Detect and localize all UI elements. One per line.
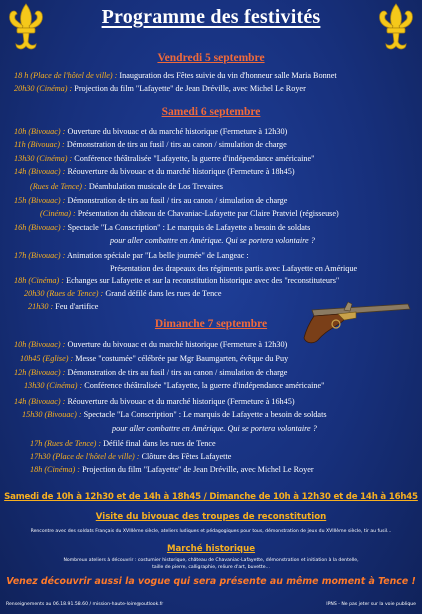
- event-time: (Cinéma) :: [40, 209, 76, 218]
- event-row: [14, 167, 412, 177]
- fleur-de-lis-icon: [376, 2, 416, 54]
- event-description: Clôture des Fêtes Lafayette: [139, 452, 232, 461]
- header: [0, 0, 422, 40]
- event-time: 15h (Bivouac) :: [14, 196, 66, 205]
- closing-message: Venez découvrir aussi la vogue qui sera présente au même moment à Tence !: [6, 576, 416, 587]
- event-description: Déambulation musicale de Los Trevaires: [86, 182, 223, 191]
- market-text-line1: Nombreux ateliers à découvrir : costumier historique, château de Chavaniac-Lafayette, démonstration et initiation à la dentelle,: [63, 558, 359, 563]
- event-row: [110, 264, 412, 274]
- event-description: Spectacle "La Conscription" : Le marquis de Lafayette a besoin de soldats: [81, 410, 327, 419]
- event-description: Messe "costumée" célébrée par Mgr Baumgarten, évêque du Puy: [73, 354, 289, 363]
- event-time: 12h (Bivouac) :: [14, 368, 66, 377]
- event-description: Présentation du château de Chavaniac-Lafayette par Claire Pratviel (régisseuse): [75, 209, 339, 218]
- event-description: Démonstration de tirs au fusil / tirs au canon / simulation de charge: [64, 140, 287, 149]
- event-time: 15h30 (Bivouac) :: [22, 410, 82, 419]
- event-description: Réouverture du bivouac et du marché historique (Fermeture à 18h45): [65, 167, 295, 176]
- event-time: 16h (Bivouac) :: [14, 223, 66, 232]
- event-time: 18 h (Place de l'hôtel de ville) :: [14, 71, 118, 80]
- event-description: Défilé final dans les rues de Tence: [101, 439, 216, 448]
- event-row: [30, 452, 412, 462]
- event-description: Démonstration de tirs au fusil / tirs au canon / simulation de charge: [65, 368, 288, 377]
- event-row: [30, 465, 412, 475]
- event-description: Inauguration des Fêtes suivie du vin d'honneur salle Maria Bonnet: [117, 71, 337, 80]
- event-time: 10h (Bivouac) :: [14, 340, 66, 349]
- footer: [0, 598, 422, 614]
- event-description: Projection du film "Lafayette" de Jean Dréville, avec Michel Le Royer: [80, 465, 314, 474]
- event-description: pour aller combattre en Amérique. Qui se portera volontaire ?: [112, 424, 317, 433]
- event-row: [110, 236, 412, 246]
- event-description: Spectacle "La Conscription" : Le marquis de Lafayette a besoin de soldats: [65, 223, 311, 232]
- event-time: 11h (Bivouac) :: [14, 140, 65, 149]
- event-description: Feu d'artifice: [53, 302, 99, 311]
- event-time: 20h30 (Cinéma) :: [14, 84, 73, 93]
- event-time: 21h30 :: [28, 302, 54, 311]
- event-time: 17h (Bivouac) :: [14, 251, 66, 260]
- event-row: [20, 354, 412, 364]
- event-row: [14, 71, 412, 81]
- event-time: 13h30 (Cinéma) :: [24, 381, 83, 390]
- event-row: [14, 397, 412, 407]
- event-description: Conférence théâtralisée "Lafayette, la guerre d'indépendance américaine": [82, 381, 325, 390]
- event-description: Echanges sur Lafayette et sur la reconstitution historique avec des "reconstituteurs": [64, 276, 340, 285]
- event-row: [14, 84, 412, 94]
- event-row: [14, 223, 412, 233]
- event-time: 14h (Bivouac) :: [14, 397, 66, 406]
- event-row: [14, 196, 412, 206]
- event-time: 17h30 (Place de l'hôtel de ville) :: [30, 452, 140, 461]
- event-row: [14, 368, 412, 378]
- market-title: Marché historique: [166, 544, 256, 554]
- day-heading-sunday: Dimanche 7 septembre: [154, 318, 268, 330]
- event-time: (Rues de Tence) :: [30, 182, 87, 191]
- event-row: [14, 154, 412, 164]
- event-row: [24, 289, 412, 299]
- event-row: [14, 140, 412, 150]
- event-time: 18h (Cinéma) :: [30, 465, 81, 474]
- event-row: [40, 209, 412, 219]
- event-description: Ouverture du bivouac et du marché historique (Fermeture à 12h30): [65, 127, 288, 136]
- event-description: Projection du film "Lafayette" de Jean Dréville, avec Michel Le Royer: [72, 84, 306, 93]
- event-description: Animation spéciale par "La belle journée" de Langeac :: [65, 251, 249, 260]
- event-time: 20h30 (Rues de Tence) :: [24, 289, 104, 298]
- day-heading-saturday: Samedi 6 septembre: [161, 106, 261, 118]
- market-text-line2: taille de pierre, calligraphie, reliure d'art, buvette...: [152, 565, 270, 570]
- event-time: 10h45 (Eglise) :: [20, 354, 74, 363]
- bivouac-title: Visite du bivouac des troupes de reconstitution: [95, 512, 327, 522]
- event-row: [22, 410, 412, 420]
- event-time: 18h (Cinéma) :: [14, 276, 65, 285]
- event-description: Démonstration de tirs au fusil / tirs au canon / simulation de charge: [65, 196, 288, 205]
- page-title: Programme des festivités: [101, 6, 321, 28]
- contact-info: Renseignements au 06.18.91.58.60 / mission-haute-loire@outlook.fr: [6, 602, 164, 607]
- event-row: [14, 340, 412, 350]
- event-description: Grand défilé dans les rues de Tence: [103, 289, 222, 298]
- event-row: [112, 424, 412, 434]
- event-row: [14, 276, 412, 286]
- event-time: 17h (Rues de Tence) :: [30, 439, 102, 448]
- event-description: pour aller combattre en Amérique. Qui se portera volontaire ?: [110, 236, 315, 245]
- opening-hours-summary: Samedi de 10h à 12h30 et de 14h à 18h45 / Dimanche de 10h à 12h30 et de 14h à 16h45: [4, 492, 418, 502]
- bivouac-text: Rencontre avec des soldats Français du XVIIIème siècle, ateliers ludiques et pédagogiques pour tous, démonstration de jeux du XVIIIème siècle, tir au fusil...: [30, 529, 392, 534]
- ipns-notice: IPNS - Ne pas jeter sur la voie publique: [326, 602, 416, 607]
- event-time: 13h30 (Cinéma) :: [14, 154, 73, 163]
- event-row: [30, 182, 412, 192]
- event-time: 10h (Bivouac) :: [14, 127, 66, 136]
- event-time: 14h (Bivouac) :: [14, 167, 66, 176]
- event-description: Conférence théâtralisée "Lafayette, la guerre d'indépendance américaine": [72, 154, 315, 163]
- day-heading-friday: Vendredi 5 septembre: [157, 52, 265, 64]
- event-description: Présentation des drapeaux des régiments partis avec Lafayette en Amérique: [110, 264, 358, 273]
- event-description: Ouverture du bivouac et du marché historique (Fermeture à 12h30): [65, 340, 288, 349]
- event-description: Réouverture du bivouac et du marché historique (Fermeture à 16h45): [65, 397, 295, 406]
- event-row: [24, 381, 412, 391]
- event-row: [30, 439, 412, 449]
- event-row: [14, 127, 412, 137]
- event-row: [14, 251, 412, 261]
